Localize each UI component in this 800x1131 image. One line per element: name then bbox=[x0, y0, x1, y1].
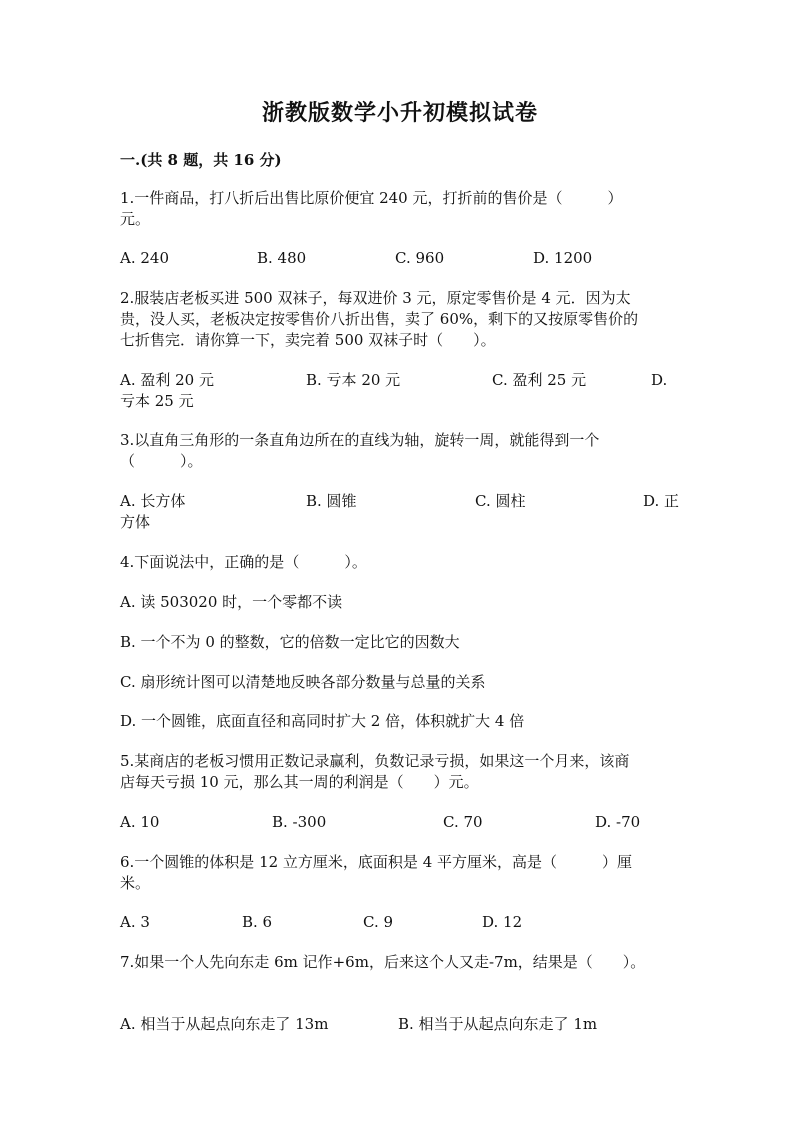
question-5-option-d: D. -70 bbox=[595, 813, 641, 831]
question-4-text: 4.下面说法中，正确的是（ ）。 bbox=[120, 553, 367, 571]
question-3-text-line-2: （ ）。 bbox=[120, 452, 203, 470]
question-4-option-b: B. 一个不为 0 的整数，它的倍数一定比它的因数大 bbox=[120, 633, 460, 651]
question-4-option-a: A. 读 503020 时，一个零都不读 bbox=[120, 593, 343, 611]
question-1-text-line-2: 元。 bbox=[120, 210, 151, 228]
question-4-option-d: D. 一个圆锥，底面直径和高同时扩大 2 倍，体积就扩大 4 倍 bbox=[120, 712, 525, 730]
question-6-option-a: A. 3 bbox=[120, 913, 150, 931]
question-2-text-line-3: 七折售完．请你算一下，卖完着 500 双袜子时（ ）。 bbox=[120, 331, 496, 349]
question-2-option-b: B. 亏本 20 元 bbox=[306, 371, 401, 389]
question-5-text-line-1: 5.某商店的老板习惯用正数记录赢利，负数记录亏损，如果这一个月来，该商 bbox=[120, 752, 630, 770]
page-title: 浙教版数学小升初模拟试卷 bbox=[261, 100, 538, 126]
section-heading: 一.(共 8 题，共 16 分) bbox=[120, 151, 282, 169]
question-2-option-d-text: 亏本 25 元 bbox=[120, 392, 194, 410]
question-5-option-a: A. 10 bbox=[120, 813, 160, 831]
question-6-option-b: B. 6 bbox=[242, 913, 273, 931]
question-3-option-d-text: 方体 bbox=[120, 513, 151, 531]
question-6-text-line-2: 米。 bbox=[120, 874, 151, 892]
question-1-option-c: C. 960 bbox=[395, 249, 445, 267]
question-3-text-line-1: 3.以直角三角形的一条直角边所在的直线为轴，旋转一周，就能得到一个 bbox=[120, 431, 600, 449]
question-4-option-c: C. 扇形统计图可以清楚地反映各部分数量与总量的关系 bbox=[120, 673, 486, 691]
question-5-option-c: C. 70 bbox=[443, 813, 483, 831]
question-2-text-line-2: 贵，没人买，老板决定按零售价八折出售，卖了 60%，剩下的又按原零售价的 bbox=[120, 310, 639, 328]
question-1-option-b: B. 480 bbox=[257, 249, 307, 267]
question-3-option-a: A. 长方体 bbox=[120, 492, 186, 510]
question-2-option-d-label: D. bbox=[651, 371, 668, 389]
question-1-option-a: A. 240 bbox=[120, 249, 169, 267]
question-2-text-line-1: 2.服装店老板买进 500 双袜子，每双进价 3 元，原定零售价是 4 元．因为太 bbox=[120, 289, 631, 307]
question-3-option-b: B. 圆锥 bbox=[306, 492, 357, 510]
question-2-option-a: A. 盈利 20 元 bbox=[120, 371, 214, 389]
question-5-text-line-2: 店每天亏损 10 元，那么其一周的利润是（ ）元。 bbox=[120, 773, 479, 791]
question-3-option-d-label: D. 正 bbox=[643, 492, 680, 510]
question-5-option-b: B. -300 bbox=[272, 813, 327, 831]
question-7-option-a: A. 相当于从起点向东走了 13m bbox=[120, 1015, 329, 1033]
question-7-option-b: B. 相当于从起点向东走了 1m bbox=[398, 1015, 598, 1033]
question-2-option-c: C. 盈利 25 元 bbox=[492, 371, 587, 389]
question-6-option-d: D. 12 bbox=[482, 913, 523, 931]
question-6-text-line-1: 6.一个圆锥的体积是 12 立方厘米，底面积是 4 平方厘米，高是（ ）厘 bbox=[120, 853, 633, 871]
question-1-option-d: D. 1200 bbox=[533, 249, 593, 267]
question-1-text-line-1: 1.一件商品，打八折后出售比原价便宜 240 元，打折前的售价是（ ） bbox=[120, 189, 623, 207]
question-6-option-c: C. 9 bbox=[363, 913, 394, 931]
question-3-option-c: C. 圆柱 bbox=[475, 492, 526, 510]
question-7-text: 7.如果一个人先向东走 6m 记作+6m，后来这个人又走-7m，结果是（ ）。 bbox=[120, 953, 646, 971]
